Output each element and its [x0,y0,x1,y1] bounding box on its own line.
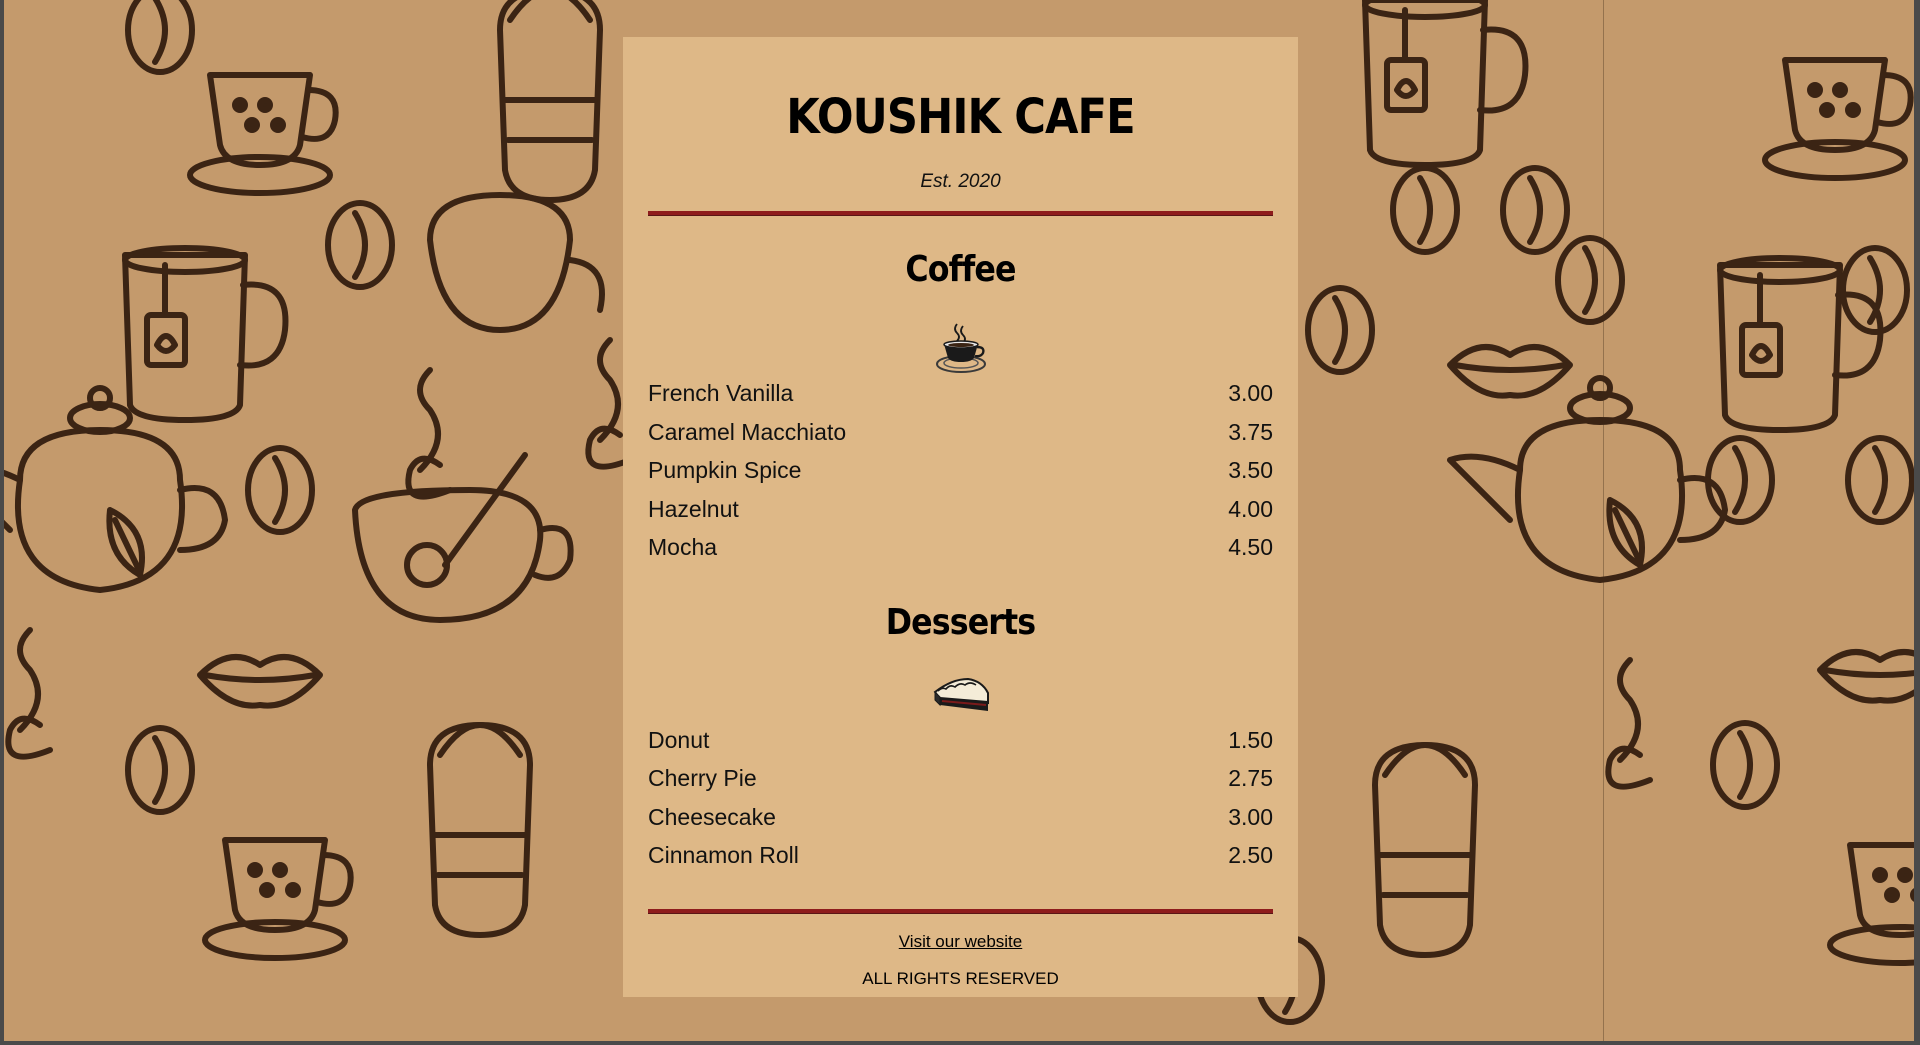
menu-card [623,37,1298,997]
item-name: Caramel Macchiato [648,418,847,445]
rights-reserved-text: ALL RIGHTS RESERVED [862,968,1059,988]
desserts-section [648,601,1273,875]
background-seam [1603,0,1604,1045]
visit-website-link[interactable]: Visit our website [898,931,1023,951]
item-price: 3.00 [1228,380,1273,406]
item-price: 3.00 [1228,803,1273,830]
coffee-section [648,249,1273,567]
item-price: 1.50 [1228,726,1273,753]
pie-slice-icon [648,675,1273,719]
item-price: 2.75 [1228,765,1273,791]
item-price: 4.50 [1228,534,1273,560]
coffee-item-list [648,374,1273,567]
established-text: Est. 2020 [920,171,1001,192]
item-price: 3.50 [1228,457,1273,483]
menu-item [648,374,1273,413]
coffee-cup-icon [648,320,1273,374]
desserts-item-list [648,721,1273,875]
item-price: 3.75 [1228,418,1273,445]
header-divider [648,211,1273,216]
menu-item [648,721,1273,760]
item-name: French Vanilla [648,380,794,406]
item-name: Pumpkin Spice [648,457,802,483]
item-price: 2.50 [1228,842,1273,868]
menu-item [648,528,1273,567]
item-name: Donut [648,726,710,753]
desserts-section-title: Desserts [885,601,1036,643]
menu-item [648,490,1273,529]
footer-divider [648,909,1273,914]
menu-item [648,413,1273,452]
item-name: Cherry Pie [648,765,757,791]
menu-item [648,798,1273,837]
coffee-section-title: Coffee [905,249,1016,290]
footer-link-wrapper [648,932,1273,952]
item-name: Hazelnut [648,495,739,522]
menu-item [648,836,1273,875]
item-name: Mocha [648,534,718,560]
cafe-title: KOUSHIK CAFE [786,89,1135,145]
item-price: 4.00 [1228,495,1273,522]
item-name: Cinnamon Roll [648,842,799,868]
item-name: Cheesecake [648,803,776,830]
menu-item [648,759,1273,798]
menu-item [648,451,1273,490]
